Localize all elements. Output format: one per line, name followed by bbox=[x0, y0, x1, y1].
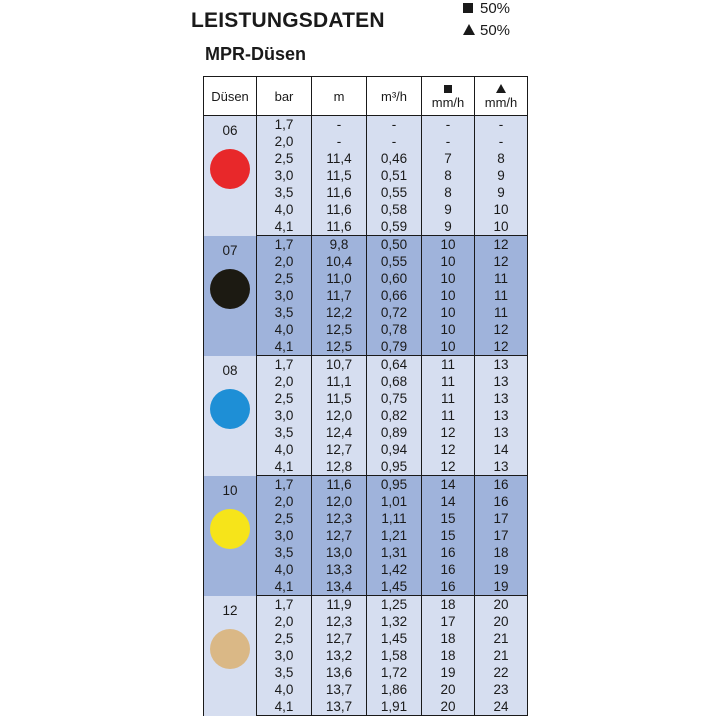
cell-mmh-triangle: 16 bbox=[475, 476, 528, 494]
table-row bbox=[204, 356, 528, 374]
cell-mmh-square: 15 bbox=[422, 510, 475, 527]
cell-m: 11,6 bbox=[312, 201, 367, 218]
cell-mmh-triangle: 21 bbox=[475, 630, 528, 647]
header-m3h: m³/h bbox=[367, 77, 422, 116]
cell-mmh-triangle: 12 bbox=[475, 338, 528, 356]
nozzle-label: 08 bbox=[222, 362, 238, 378]
cell-mmh-triangle: 22 bbox=[475, 664, 528, 681]
cell-bar: 3,5 bbox=[257, 664, 312, 681]
cell-mmh-square: 19 bbox=[422, 664, 475, 681]
cell-m: 11,7 bbox=[312, 287, 367, 304]
cell-mmh-square: 11 bbox=[422, 373, 475, 390]
cell-bar: 1,7 bbox=[257, 356, 312, 374]
cell-bar: 2,5 bbox=[257, 270, 312, 287]
cell-mmh-square: 9 bbox=[422, 218, 475, 236]
triangle-icon bbox=[463, 24, 475, 35]
square-icon bbox=[463, 3, 473, 13]
cell-mmh-triangle: 12 bbox=[475, 321, 528, 338]
cell-mmh-triangle: 8 bbox=[475, 150, 528, 167]
cell-m3h: 0,51 bbox=[367, 167, 422, 184]
cell-mmh-square: 10 bbox=[422, 253, 475, 270]
cell-bar: 3,0 bbox=[257, 287, 312, 304]
cell-mmh-triangle: 9 bbox=[475, 167, 528, 184]
cell-mmh-square: 12 bbox=[422, 424, 475, 441]
cell-m3h: 1,32 bbox=[367, 613, 422, 630]
cell-m3h: 1,31 bbox=[367, 544, 422, 561]
cell-m: 12,2 bbox=[312, 304, 367, 321]
cell-bar: 4,0 bbox=[257, 321, 312, 338]
cell-mmh-square: 16 bbox=[422, 544, 475, 561]
cell-mmh-triangle: 13 bbox=[475, 390, 528, 407]
cell-bar: 2,0 bbox=[257, 373, 312, 390]
cell-bar: 2,0 bbox=[257, 613, 312, 630]
cell-mmh-square: 10 bbox=[422, 287, 475, 304]
cell-mmh-triangle: 19 bbox=[475, 561, 528, 578]
legend-square bbox=[463, 1, 510, 17]
legend-square-label: 50% bbox=[480, 0, 511, 17]
legend-triangle-label: 50% bbox=[480, 22, 511, 39]
cell-m: 11,1 bbox=[312, 373, 367, 390]
cell-m: 13,0 bbox=[312, 544, 367, 561]
cell-mmh-square: 8 bbox=[422, 184, 475, 201]
cell-mmh-square: 10 bbox=[422, 338, 475, 356]
cell-bar: 2,0 bbox=[257, 133, 312, 150]
nozzle-cell bbox=[204, 596, 257, 716]
cell-m: 13,6 bbox=[312, 664, 367, 681]
page-subtitle: MPR-Düsen bbox=[205, 44, 307, 64]
cell-m: 12,0 bbox=[312, 407, 367, 424]
nozzle-cell bbox=[204, 116, 257, 236]
cell-mmh-square: 14 bbox=[422, 476, 475, 494]
cell-bar: 2,5 bbox=[257, 510, 312, 527]
cell-m3h: 0,94 bbox=[367, 441, 422, 458]
cell-bar: 4,1 bbox=[257, 578, 312, 596]
cell-bar: 3,0 bbox=[257, 527, 312, 544]
cell-mmh-triangle: 13 bbox=[475, 373, 528, 390]
cell-mmh-triangle: 21 bbox=[475, 647, 528, 664]
cell-m3h: 1,58 bbox=[367, 647, 422, 664]
cell-mmh-square: - bbox=[422, 116, 475, 134]
cell-m: 12,8 bbox=[312, 458, 367, 476]
cell-m: 12,7 bbox=[312, 527, 367, 544]
cell-m3h: 0,50 bbox=[367, 236, 422, 254]
cell-bar: 1,7 bbox=[257, 116, 312, 134]
cell-mmh-triangle: 10 bbox=[475, 218, 528, 236]
cell-mmh-square: 7 bbox=[422, 150, 475, 167]
cell-mmh-square: 11 bbox=[422, 390, 475, 407]
cell-m3h: 0,55 bbox=[367, 253, 422, 270]
cell-m3h: 1,01 bbox=[367, 493, 422, 510]
nozzle-group-08 bbox=[204, 356, 528, 476]
cell-m: 9,8 bbox=[312, 236, 367, 254]
cell-m3h: 1,11 bbox=[367, 510, 422, 527]
cell-mmh-triangle: 14 bbox=[475, 441, 528, 458]
cell-bar: 2,0 bbox=[257, 493, 312, 510]
cell-m3h: 0,82 bbox=[367, 407, 422, 424]
performance-table bbox=[203, 76, 528, 716]
header-mmh-triangle: mm/h bbox=[475, 77, 528, 116]
cell-bar: 4,0 bbox=[257, 681, 312, 698]
header-row bbox=[204, 77, 528, 116]
cell-bar: 3,5 bbox=[257, 184, 312, 201]
cell-mmh-square: 10 bbox=[422, 236, 475, 254]
cell-mmh-triangle: 13 bbox=[475, 407, 528, 424]
legend-triangle bbox=[463, 23, 510, 39]
cell-mmh-triangle: 13 bbox=[475, 424, 528, 441]
cell-m: 11,6 bbox=[312, 218, 367, 236]
cell-bar: 4,1 bbox=[257, 218, 312, 236]
cell-m3h: 1,21 bbox=[367, 527, 422, 544]
cell-mmh-triangle: 24 bbox=[475, 698, 528, 716]
cell-mmh-triangle: 11 bbox=[475, 270, 528, 287]
cell-mmh-square: 8 bbox=[422, 167, 475, 184]
cell-mmh-square: - bbox=[422, 133, 475, 150]
cell-mmh-square: 11 bbox=[422, 356, 475, 374]
cell-m3h: 0,95 bbox=[367, 458, 422, 476]
cell-mmh-square: 10 bbox=[422, 304, 475, 321]
cell-mmh-triangle: 17 bbox=[475, 527, 528, 544]
cell-mmh-triangle: - bbox=[475, 116, 528, 134]
cell-mmh-square: 20 bbox=[422, 698, 475, 716]
nozzle-color-dot bbox=[210, 509, 250, 549]
cell-m3h: 0,64 bbox=[367, 356, 422, 374]
cell-m3h: 1,45 bbox=[367, 630, 422, 647]
cell-bar: 2,0 bbox=[257, 253, 312, 270]
cell-m: 12,7 bbox=[312, 630, 367, 647]
cell-m3h: 0,89 bbox=[367, 424, 422, 441]
cell-m3h: 1,25 bbox=[367, 596, 422, 614]
cell-mmh-triangle: 17 bbox=[475, 510, 528, 527]
cell-mmh-triangle: - bbox=[475, 133, 528, 150]
cell-m: 11,6 bbox=[312, 476, 367, 494]
cell-bar: 2,5 bbox=[257, 390, 312, 407]
cell-m: 13,4 bbox=[312, 578, 367, 596]
cell-m: 13,7 bbox=[312, 681, 367, 698]
nozzle-cell bbox=[204, 356, 257, 476]
cell-mmh-triangle: 13 bbox=[475, 458, 528, 476]
cell-bar: 4,1 bbox=[257, 698, 312, 716]
cell-m: 11,9 bbox=[312, 596, 367, 614]
cell-m: 12,5 bbox=[312, 338, 367, 356]
cell-m: 13,7 bbox=[312, 698, 367, 716]
cell-bar: 3,0 bbox=[257, 647, 312, 664]
cell-bar: 1,7 bbox=[257, 236, 312, 254]
nozzle-group-06 bbox=[204, 116, 528, 236]
cell-mmh-square: 14 bbox=[422, 493, 475, 510]
cell-mmh-triangle: 18 bbox=[475, 544, 528, 561]
cell-mmh-square: 15 bbox=[422, 527, 475, 544]
cell-m3h: 0,55 bbox=[367, 184, 422, 201]
cell-m3h: 0,79 bbox=[367, 338, 422, 356]
cell-mmh-triangle: 23 bbox=[475, 681, 528, 698]
cell-mmh-triangle: 9 bbox=[475, 184, 528, 201]
cell-m3h: - bbox=[367, 116, 422, 134]
cell-m3h: 0,58 bbox=[367, 201, 422, 218]
cell-m: 11,6 bbox=[312, 184, 367, 201]
cell-mmh-triangle: 10 bbox=[475, 201, 528, 218]
nozzle-cell bbox=[204, 236, 257, 356]
cell-mmh-triangle: 20 bbox=[475, 613, 528, 630]
cell-m: 12,5 bbox=[312, 321, 367, 338]
cell-m: 13,2 bbox=[312, 647, 367, 664]
cell-mmh-square: 16 bbox=[422, 578, 475, 596]
cell-mmh-triangle: 20 bbox=[475, 596, 528, 614]
cell-m3h: 0,75 bbox=[367, 390, 422, 407]
cell-m3h: 0,59 bbox=[367, 218, 422, 236]
cell-m3h: 0,95 bbox=[367, 476, 422, 494]
nozzle-group-10 bbox=[204, 476, 528, 596]
cell-m3h: 0,60 bbox=[367, 270, 422, 287]
cell-bar: 3,5 bbox=[257, 424, 312, 441]
cell-bar: 2,5 bbox=[257, 150, 312, 167]
cell-mmh-triangle: 16 bbox=[475, 493, 528, 510]
cell-mmh-triangle: 12 bbox=[475, 253, 528, 270]
cell-mmh-square: 12 bbox=[422, 458, 475, 476]
nozzle-color-dot bbox=[210, 149, 250, 189]
cell-m3h: 0,66 bbox=[367, 287, 422, 304]
nozzle-label: 10 bbox=[222, 482, 238, 498]
cell-m: 12,3 bbox=[312, 510, 367, 527]
cell-m: 12,3 bbox=[312, 613, 367, 630]
cell-mmh-triangle: 12 bbox=[475, 236, 528, 254]
cell-mmh-triangle: 19 bbox=[475, 578, 528, 596]
cell-mmh-square: 18 bbox=[422, 596, 475, 614]
cell-mmh-triangle: 13 bbox=[475, 356, 528, 374]
cell-m: 12,4 bbox=[312, 424, 367, 441]
cell-m3h: 0,46 bbox=[367, 150, 422, 167]
cell-m: - bbox=[312, 133, 367, 150]
header-duesen: Düsen bbox=[204, 77, 257, 116]
cell-mmh-square: 17 bbox=[422, 613, 475, 630]
cell-bar: 2,5 bbox=[257, 630, 312, 647]
cell-m: 11,4 bbox=[312, 150, 367, 167]
cell-m: 13,3 bbox=[312, 561, 367, 578]
cell-mmh-square: 18 bbox=[422, 630, 475, 647]
table-row bbox=[204, 236, 528, 254]
square-icon bbox=[444, 85, 452, 93]
cell-bar: 1,7 bbox=[257, 476, 312, 494]
cell-mmh-square: 12 bbox=[422, 441, 475, 458]
cell-bar: 3,5 bbox=[257, 544, 312, 561]
header-mmh-square: mm/h bbox=[422, 77, 475, 116]
cell-bar: 4,1 bbox=[257, 338, 312, 356]
cell-mmh-square: 9 bbox=[422, 201, 475, 218]
nozzle-label: 06 bbox=[222, 123, 238, 138]
cell-bar: 3,0 bbox=[257, 167, 312, 184]
cell-m3h: 1,91 bbox=[367, 698, 422, 716]
cell-m: 12,0 bbox=[312, 493, 367, 510]
cell-mmh-square: 10 bbox=[422, 270, 475, 287]
cell-m3h: 1,42 bbox=[367, 561, 422, 578]
nozzle-label: 12 bbox=[222, 602, 238, 618]
cell-m3h: 0,68 bbox=[367, 373, 422, 390]
nozzle-group-07 bbox=[204, 236, 528, 356]
cell-bar: 3,0 bbox=[257, 407, 312, 424]
table-row bbox=[204, 476, 528, 494]
cell-bar: 1,7 bbox=[257, 596, 312, 614]
cell-bar: 4,0 bbox=[257, 201, 312, 218]
cell-bar: 4,0 bbox=[257, 561, 312, 578]
cell-m3h: 1,45 bbox=[367, 578, 422, 596]
nozzle-label: 07 bbox=[222, 242, 238, 258]
cell-m3h: 1,86 bbox=[367, 681, 422, 698]
cell-bar: 4,0 bbox=[257, 441, 312, 458]
cell-m: - bbox=[312, 116, 367, 134]
cell-mmh-triangle: 11 bbox=[475, 304, 528, 321]
cell-mmh-square: 20 bbox=[422, 681, 475, 698]
nozzle-group-12 bbox=[204, 596, 528, 716]
table-row bbox=[204, 596, 528, 614]
triangle-icon bbox=[496, 84, 506, 93]
nozzle-cell bbox=[204, 476, 257, 596]
cell-mmh-triangle: 11 bbox=[475, 287, 528, 304]
cell-m3h: 0,72 bbox=[367, 304, 422, 321]
cell-bar: 3,5 bbox=[257, 304, 312, 321]
table-row bbox=[204, 116, 528, 134]
cell-mmh-square: 18 bbox=[422, 647, 475, 664]
nozzle-color-dot bbox=[210, 269, 250, 309]
cell-m: 11,5 bbox=[312, 167, 367, 184]
nozzle-color-dot bbox=[210, 629, 250, 669]
cell-mmh-square: 10 bbox=[422, 321, 475, 338]
cell-m3h: - bbox=[367, 133, 422, 150]
cell-m: 12,7 bbox=[312, 441, 367, 458]
cell-m: 11,0 bbox=[312, 270, 367, 287]
cell-mmh-square: 16 bbox=[422, 561, 475, 578]
cell-m: 10,7 bbox=[312, 356, 367, 374]
cell-m3h: 1,72 bbox=[367, 664, 422, 681]
header-m: m bbox=[312, 77, 367, 116]
cell-m3h: 0,78 bbox=[367, 321, 422, 338]
cell-m: 10,4 bbox=[312, 253, 367, 270]
cell-m: 11,5 bbox=[312, 390, 367, 407]
nozzle-color-dot bbox=[210, 389, 250, 429]
page-title: LEISTUNGSDATEN bbox=[191, 9, 385, 32]
cell-mmh-square: 11 bbox=[422, 407, 475, 424]
cell-bar: 4,1 bbox=[257, 458, 312, 476]
header-bar: bar bbox=[257, 77, 312, 116]
